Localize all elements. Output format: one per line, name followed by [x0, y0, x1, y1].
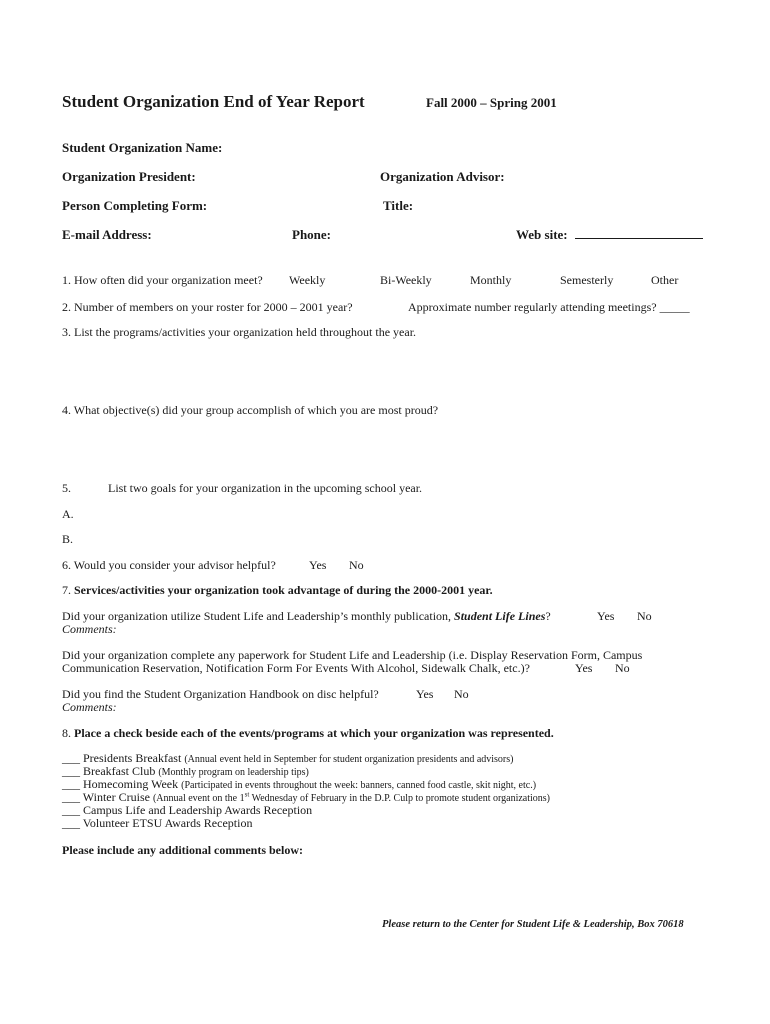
q7-sub3-yes: Yes	[416, 687, 434, 701]
q2-attendance: Approximate number regularly attending meetings? _____	[408, 300, 690, 314]
form-term: Fall 2000 – Spring 2001	[426, 95, 557, 110]
event-check-blank[interactable]: ___	[62, 816, 80, 830]
event-name: Winter Cruise	[82, 790, 150, 804]
ordinal-suffix: st	[244, 790, 250, 799]
event-description-post: Wednesday of February in the D.P. Culp to promote student organizations)	[249, 793, 551, 804]
event-description: (Participated in events throughout the week: banners, canned food castle, skit night, etc.)	[181, 780, 537, 791]
q6-yes: Yes	[309, 558, 327, 572]
q7-sub3-no: No	[454, 687, 469, 701]
return-instructions: Please return to the Center for Student Life & Leadership, Box 70618	[382, 919, 684, 930]
q1-option-biweekly: Bi-Weekly	[380, 273, 432, 287]
q7-sub2-no: No	[615, 661, 630, 675]
event-check-blank[interactable]: ___	[62, 777, 80, 791]
event-check-blank[interactable]: ___	[62, 790, 80, 804]
phone-label: Phone:	[292, 227, 331, 242]
q2-text: 2. Number of members on your roster for 2000 – 2001 year?	[62, 300, 353, 314]
website-label: Web site:	[516, 227, 568, 242]
q7-sub3-comments: Comments:	[62, 700, 117, 714]
q8-number: 8.	[62, 726, 71, 740]
q1-option-weekly: Weekly	[289, 273, 326, 287]
q7-sub2-line1: Did your organization complete any paperwork for Student Life and Leadership (i.e. Display Reservation Form, Campus	[62, 648, 643, 662]
q7-sub2-yes: Yes	[575, 661, 593, 675]
q7-sub1-yes: Yes	[597, 609, 615, 623]
q7-number: 7.	[62, 583, 71, 597]
website-field	[516, 227, 703, 243]
advisor-label: Organization Advisor:	[380, 169, 505, 184]
q5-goal-b: B.	[62, 532, 74, 546]
q7-heading	[62, 583, 493, 598]
q7-sub1	[62, 609, 551, 624]
additional-comments-label: Please include any additional comments below:	[62, 843, 304, 857]
event-item	[62, 816, 252, 831]
q7-sub1-comments: Comments:	[62, 622, 117, 636]
q6-no: No	[349, 558, 364, 572]
event-name: Homecoming Week	[83, 777, 179, 791]
q3-text: 3. List the programs/activities your organization held throughout the year.	[62, 325, 417, 339]
q6-text: 6. Would you consider your advisor helpful?	[62, 558, 276, 572]
event-name: Campus Life and Leadership Awards Reception	[83, 803, 313, 817]
q7-sub1-question-mark: ?	[545, 609, 551, 623]
event-check-blank[interactable]: ___	[62, 803, 80, 817]
president-label: Organization President:	[62, 169, 196, 184]
q7-sub1-text: Did your organization utilize Student Life and Leadership’s monthly publication,	[62, 609, 452, 623]
q1-option-semesterly: Semesterly	[560, 273, 614, 287]
q7-sub1-publication: Student Life Lines	[454, 609, 546, 623]
event-name: Breakfast Club	[83, 764, 156, 778]
q1-text: 1. How often did your organization meet?	[62, 273, 263, 287]
email-label: E-mail Address:	[62, 227, 152, 242]
event-description: (Monthly program on leadership tips)	[158, 767, 309, 778]
q7-sub2-line2: Communication Reservation, Notification Form For Events With Alcohol, Sidewalk Chalk, etc.)?	[62, 661, 530, 675]
event-check-blank[interactable]: ___	[62, 764, 80, 778]
q8-heading	[62, 726, 554, 741]
q4-text: 4. What objective(s) did your group accomplish of which you are most proud?	[62, 403, 439, 417]
event-name: Presidents Breakfast	[83, 751, 182, 765]
q7-sub3-text: Did you find the Student Organization Handbook on disc helpful?	[62, 687, 379, 701]
org-name-label: Student Organization Name:	[62, 140, 223, 155]
person-completing-label: Person Completing Form:	[62, 198, 208, 213]
q5-text: List two goals for your organization in the upcoming school year.	[108, 481, 423, 495]
q5-number: 5.	[62, 481, 71, 495]
event-name: Volunteer ETSU Awards Reception	[82, 816, 253, 830]
q5-goal-a: A.	[62, 507, 74, 521]
q7-text: Services/activities your organization took advantage of during the 2000-2001 year.	[74, 583, 493, 597]
q7-sub1-no: No	[637, 609, 652, 623]
q1-option-monthly: Monthly	[470, 273, 512, 287]
event-check-blank[interactable]: ___	[62, 751, 80, 765]
form-title: Student Organization End of Year Report	[62, 92, 365, 111]
title-label: Title:	[383, 198, 414, 213]
event-description: (Annual event held in September for student organization presidents and advisors)	[184, 754, 514, 765]
event-description-pre: (Annual event on the 1	[152, 793, 245, 804]
website-blank	[575, 227, 703, 239]
q1-option-other: Other	[651, 273, 679, 287]
q8-text: Place a check beside each of the events/programs at which your organization was represented.	[74, 726, 554, 740]
